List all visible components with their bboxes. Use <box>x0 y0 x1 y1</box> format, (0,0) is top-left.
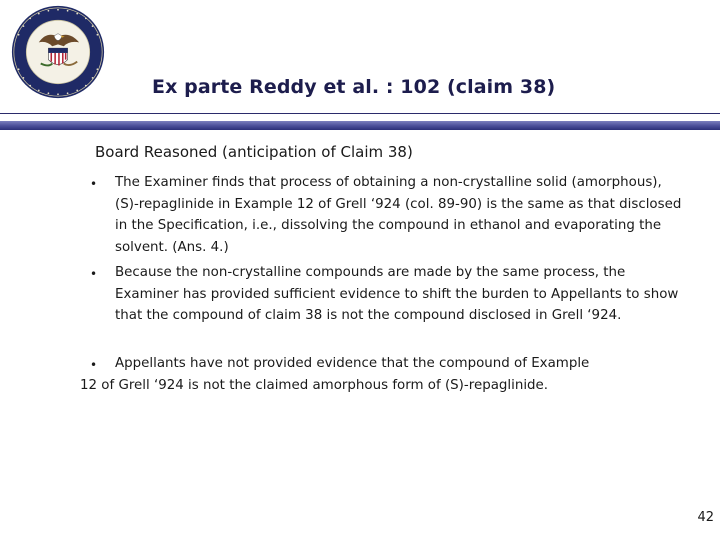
header-divider <box>0 113 720 114</box>
section-heading: Board Reasoned (anticipation of Claim 38) <box>95 143 413 161</box>
bullet-marker: • <box>90 177 98 191</box>
bullet-item-1: The Examiner finds that process of obtaining a non-crystalline solid (amorphous), (S)-repaglinide in Example 12 of Grell ‘924 (col. 89-90) is the same as that disclosed in the Specification, i.e., dissolving the compound in ethanol and evaporating the solvent. (Ans. 4.) <box>115 175 682 255</box>
header-band <box>0 121 720 130</box>
uspto-seal-icon <box>10 4 106 100</box>
page-number: 42 <box>697 510 714 525</box>
bullet-item-3: Appellants have not provided evidence that the compound of Example <box>115 356 590 371</box>
bullet-item-3-continuation: 12 of Grell ‘924 is not the claimed amorphous form of (S)-repaglinide. <box>80 378 549 393</box>
bullet-marker: • <box>90 358 98 372</box>
bullet-item-2: Because the non-crystalline compounds are made by the same process, the Examiner has provided sufficient evidence to shift the burden to Appellants to show that the compound of claim 38 is not the compound disclosed in Grell ‘924. <box>115 265 679 323</box>
bullet-marker: • <box>90 267 98 281</box>
slide-title: Ex parte Reddy et al. : 102 (claim 38) <box>152 76 556 98</box>
